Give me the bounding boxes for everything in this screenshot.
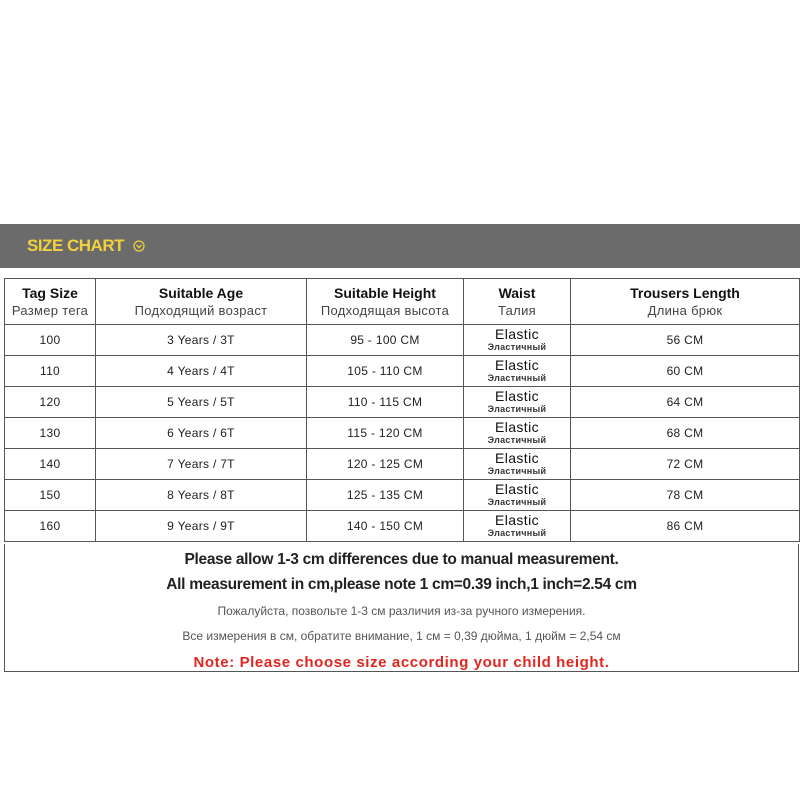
cell-age: 7 Years / 7T: [96, 449, 307, 480]
header-label-ru: Подходящая высота: [320, 302, 450, 318]
table-row: [5, 356, 800, 387]
waist-ru: Эластичный: [487, 528, 547, 538]
cell-age: 5 Years / 5T: [96, 387, 307, 418]
cell-tag-size: 110: [5, 356, 96, 387]
cell-tag-size: 140: [5, 449, 96, 480]
table-row: [5, 387, 800, 418]
waist-en: Elastic: [494, 512, 540, 528]
waist-ru: Эластичный: [487, 497, 547, 507]
header-label: Trousers Length: [630, 284, 740, 301]
waist-en: Elastic: [494, 481, 540, 497]
header-label-ru: Размер тега: [11, 302, 89, 318]
note-conversion-ru: Все измерения в см, обратите внимание, 1 см = 0,39 дюйма, 1 дюйм = 2,54 см: [182, 629, 621, 643]
cell-height: 125 - 135 CM: [307, 480, 464, 511]
measurement-notes: [4, 544, 799, 672]
cell-waist: [464, 511, 571, 542]
header-label: Waist: [498, 284, 536, 301]
cell-waist: [464, 449, 571, 480]
cell-height: 105 - 110 CM: [307, 356, 464, 387]
cell-length: 86 CM: [571, 511, 800, 542]
waist-en: Elastic: [494, 419, 540, 435]
cell-waist: [464, 356, 571, 387]
waist-en: Elastic: [494, 326, 540, 342]
cell-height: 120 - 125 CM: [307, 449, 464, 480]
size-chart-title: SIZE CHART: [27, 236, 124, 255]
size-chart-banner: [0, 224, 800, 268]
header-tag-size: [5, 279, 96, 325]
header-waist: [464, 279, 571, 325]
cell-height: 115 - 120 CM: [307, 418, 464, 449]
size-warning: Note: Please choose size according your child height.: [193, 654, 610, 671]
header-label: Suitable Age: [158, 284, 244, 301]
cell-height: 110 - 115 CM: [307, 387, 464, 418]
table-row: [5, 418, 800, 449]
header-label-ru: Подходящий возраст: [134, 302, 268, 318]
waist-ru: Эластичный: [487, 373, 547, 383]
header-label: Suitable Height: [334, 284, 436, 301]
cell-waist: [464, 387, 571, 418]
header-trousers-length: [571, 279, 800, 325]
waist-en: Elastic: [494, 388, 540, 404]
cell-tag-size: 100: [5, 325, 96, 356]
cell-length: 60 CM: [571, 356, 800, 387]
note-allowance: Please allow 1-3 cm differences due to manual measurement.: [184, 551, 619, 568]
header-label: Tag Size: [22, 284, 78, 301]
waist-en: Elastic: [494, 357, 540, 373]
cell-length: 78 CM: [571, 480, 800, 511]
cell-age: 8 Years / 8T: [96, 480, 307, 511]
header-label-ru: Длина брюк: [647, 302, 723, 318]
cell-tag-size: 120: [5, 387, 96, 418]
cell-tag-size: 130: [5, 418, 96, 449]
note-conversion: All measurement in cm,please note 1 cm=0.39 inch,1 inch=2.54 cm: [166, 576, 637, 593]
waist-ru: Эластичный: [487, 435, 547, 445]
table-row: [5, 325, 800, 356]
waist-ru: Эластичный: [487, 342, 547, 352]
chevron-down-circle-icon: [133, 240, 145, 252]
waist-en: Elastic: [494, 450, 540, 466]
header-label-ru: Талия: [498, 302, 536, 318]
waist-ru: Эластичный: [487, 404, 547, 414]
cell-age: 4 Years / 4T: [96, 356, 307, 387]
cell-length: 72 CM: [571, 449, 800, 480]
cell-age: 6 Years / 6T: [96, 418, 307, 449]
cell-tag-size: 150: [5, 480, 96, 511]
cell-tag-size: 160: [5, 511, 96, 542]
table-row: [5, 480, 800, 511]
cell-age: 9 Years / 9T: [96, 511, 307, 542]
table-row: [5, 449, 800, 480]
header-suitable-height: [307, 279, 464, 325]
size-table: [4, 278, 800, 542]
header-row: [5, 279, 800, 325]
size-table-container: [4, 278, 799, 542]
header-suitable-age: [96, 279, 307, 325]
cell-waist: [464, 325, 571, 356]
cell-age: 3 Years / 3T: [96, 325, 307, 356]
table-row: [5, 511, 800, 542]
cell-height: 140 - 150 CM: [307, 511, 464, 542]
cell-height: 95 - 100 CM: [307, 325, 464, 356]
cell-waist: [464, 480, 571, 511]
cell-length: 64 CM: [571, 387, 800, 418]
cell-length: 56 CM: [571, 325, 800, 356]
cell-waist: [464, 418, 571, 449]
note-allowance-ru: Пожалуйста, позвольте 1-3 см различия из-за ручного измерения.: [217, 604, 586, 618]
cell-length: 68 CM: [571, 418, 800, 449]
waist-ru: Эластичный: [487, 466, 547, 476]
